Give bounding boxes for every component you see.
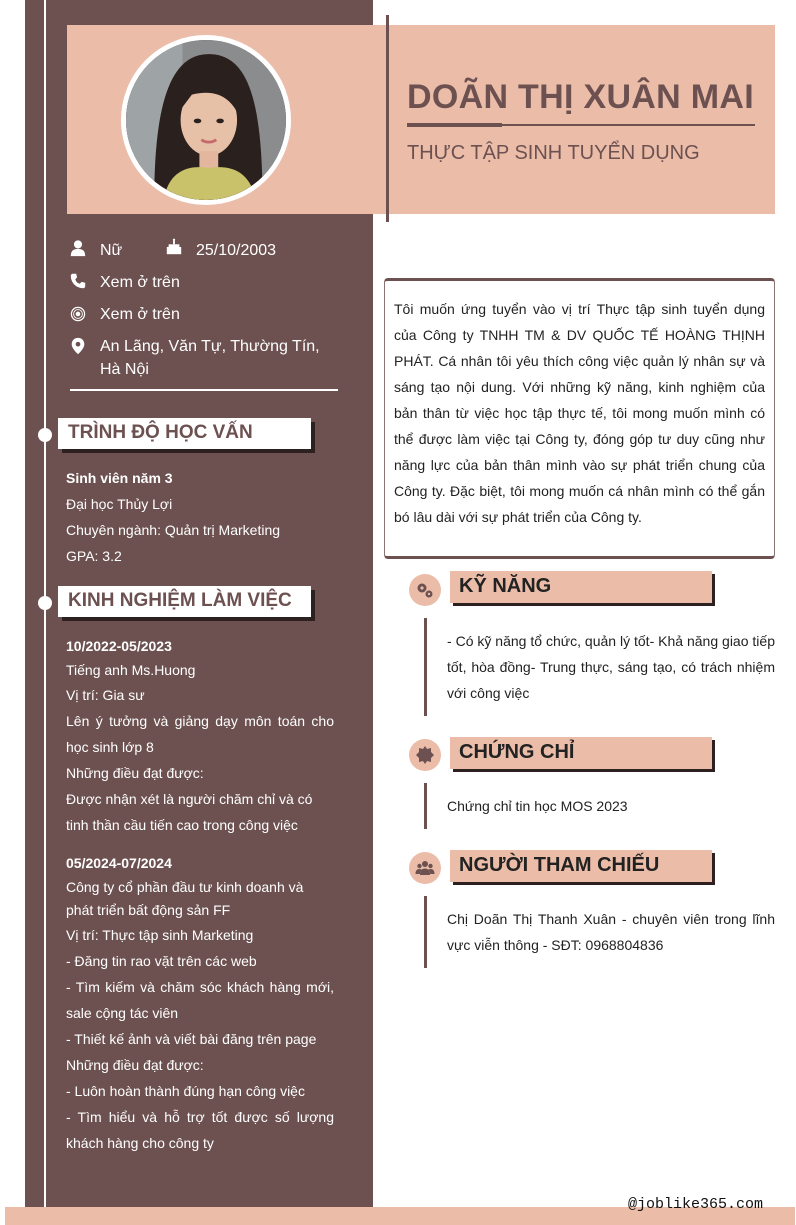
header-divider xyxy=(386,15,389,222)
job-position: Vị trí: Gia sư xyxy=(66,687,145,703)
skills-heading-box xyxy=(450,571,712,603)
people-icon xyxy=(409,852,441,884)
certificates-heading: CHỨNG CHỈ xyxy=(459,741,575,763)
birthday-value: 25/10/2003 xyxy=(196,242,277,259)
job-period: 10/2022-05/2023 xyxy=(66,638,172,654)
references-text: Chị Doãn Thị Thanh Xuân - chuyên viên trong lĩnh vực viễn thông - SĐT: 0968804836 xyxy=(447,911,775,953)
email-icon xyxy=(69,305,87,323)
certificate-icon xyxy=(409,739,441,771)
avatar-portrait-icon xyxy=(126,40,286,200)
job-duty: - Tìm kiếm và chăm sóc khách hàng mới, sale cộng tác viên xyxy=(66,979,334,1021)
timeline-dot xyxy=(38,596,52,610)
certificates-heading-box xyxy=(450,737,712,769)
education-status: Sinh viên năm 3 xyxy=(66,470,173,486)
job-title: THỰC TẬP SINH TUYỂN DỤNG xyxy=(407,142,700,164)
references-heading-box xyxy=(450,850,712,882)
career-objective-text: Tôi muốn ứng tuyển vào vị trí Thực tập sinh tuyển dụng của Công ty TNHH TM & DV QUỐC TẾ HOÀNG THỊNH PHÁT. Cá nhân tôi yêu thích công việc quản lý nhân sự và sáng tạo nội dung. Với những kỹ năng, kinh nghiệm của bản thân từ việc học tập thực tế, tôi mong muốn mình có thể được làm việc tại Công ty, đóng góp tư duy cũng như năng lực của bản thân mình vào sự phát triển chung của Công ty. Đặc biệt, tôi mong muốn cá nhân mình có thể gắn bó lâu dài với sự phát triển của Công ty. xyxy=(394,301,765,525)
education-details xyxy=(66,465,334,569)
location-icon xyxy=(69,337,87,355)
job-achieved-label: Những điều đạt được: xyxy=(66,1057,204,1073)
certificates-bar xyxy=(424,783,427,829)
job-achievement: Được nhận xét là người chăm chỉ và có tinh thần cầu tiến cao trong công việc xyxy=(66,791,313,833)
experience-heading-box xyxy=(58,586,311,617)
gender-value: Nữ xyxy=(100,242,123,259)
job-period: 05/2024-07/2024 xyxy=(66,855,172,871)
birthday-cake-icon xyxy=(165,238,183,256)
gears-icon xyxy=(409,574,441,606)
job-company: Tiếng anh Ms.Huong xyxy=(66,662,196,678)
education-heading-box xyxy=(58,418,311,449)
user-icon xyxy=(69,239,87,257)
experience-heading: KINH NGHIỆM LÀM VIỆC xyxy=(68,590,292,611)
education-major: Chuyên ngành: Quản trị Marketing xyxy=(66,522,281,538)
job-position: Vị trí: Thực tập sinh Marketing xyxy=(66,927,254,943)
references-bar xyxy=(424,896,427,968)
contact-divider xyxy=(70,389,338,391)
avatar xyxy=(121,35,291,205)
job-achievement: - Luôn hoàn thành đúng hạn công việc xyxy=(66,1083,305,1099)
skills-bar xyxy=(424,618,427,716)
job-duty: - Đăng tin rao vặt trên các web xyxy=(66,953,257,969)
phone-icon xyxy=(69,272,87,290)
watermark: @joblike365.com xyxy=(628,1196,764,1213)
experience-job-1 xyxy=(66,633,334,838)
phone-value: Xem ở trên xyxy=(100,274,180,291)
email-value: Xem ở trên xyxy=(100,306,180,323)
job-duty: - Thiết kế ảnh và viết bài đăng trên page xyxy=(66,1031,317,1047)
job-company: Công ty cổ phần đầu tư kinh doanh và phát triển bất động sản FF xyxy=(66,879,304,918)
job-duty: Lên ý tưởng và giảng dạy môn toán cho học sinh lớp 8 xyxy=(66,713,334,755)
address-value: An Lãng, Văn Tự, Thường Tín, Hà Nội xyxy=(100,338,320,378)
job-achieved-label: Những điều đạt được: xyxy=(66,765,204,781)
skills-text: - Có kỹ năng tổ chức, quản lý tốt- Khả năng giao tiếp tốt, hòa đồng- Trung thực, sáng tạo, có trách nhiệm với công việc xyxy=(447,633,775,701)
experience-job-2 xyxy=(66,850,334,1156)
skills-heading: KỸ NĂNG xyxy=(459,575,552,597)
name-underline-accent xyxy=(407,123,502,127)
candidate-name: DOÃN THỊ XUÂN MAI xyxy=(407,78,754,116)
job-achievement: - Tìm hiểu và hỗ trợ tốt được số lượng khách hàng cho công ty xyxy=(66,1109,334,1151)
references-heading: NGƯỜI THAM CHIẾU xyxy=(459,854,660,876)
certificates-text: Chứng chỉ tin học MOS 2023 xyxy=(447,798,628,814)
education-gpa: GPA: 3.2 xyxy=(66,548,122,564)
education-school: Đại học Thủy Lợi xyxy=(66,496,173,512)
education-heading: TRÌNH ĐỘ HỌC VẤN xyxy=(68,422,253,443)
timeline-dot xyxy=(38,428,52,442)
sidebar-timeline-line xyxy=(44,0,46,1225)
